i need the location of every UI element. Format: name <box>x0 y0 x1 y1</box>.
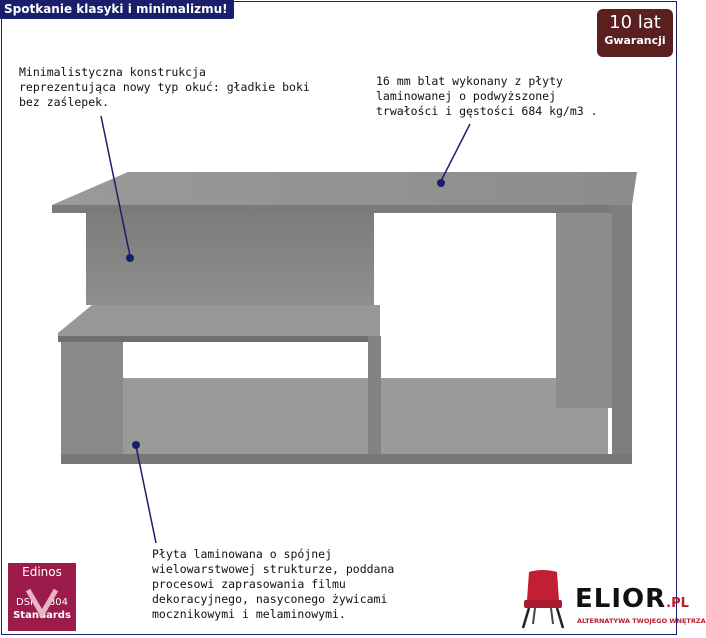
callout-dot-3 <box>132 441 140 449</box>
right-side-panel <box>612 205 632 462</box>
chair-icon <box>515 566 573 632</box>
table-top-edge <box>52 205 632 213</box>
callout-dot-1 <box>126 254 134 262</box>
elior-suffix: .PL <box>666 596 689 611</box>
elior-tagline: ALTERNATYWA TWOJEGO WNĘTRZA <box>577 617 706 625</box>
warranty-years: 10 lat <box>609 12 661 33</box>
elior-brand-logo <box>515 566 706 632</box>
checkmark-icon <box>22 580 62 620</box>
elior-wordmark <box>575 584 689 614</box>
middle-shelf-top <box>58 305 380 336</box>
middle-shelf-edge <box>58 336 368 342</box>
annotation-construction: Minimalistyczna konstrukcja reprezentująca nowy typ okuć: gładkie boki bez zaślepek. <box>19 65 310 109</box>
elior-name: ELIOR <box>575 584 667 614</box>
warranty-label: Gwarancji <box>604 34 666 47</box>
bottom-edge <box>61 454 632 464</box>
edinos-certificate-logo <box>8 563 76 631</box>
annotation-laminate: Płyta laminowana o spójnej wielowarstwowej strukturze, poddana procesowi zaprasowania filmu dekoracyjnego, nasyconego żywicami mocznikowymi i melaminowymi. <box>152 547 395 621</box>
left-side-panel <box>61 342 123 463</box>
annotation-tabletop: 16 mm blat wykonany z płyty laminowanej o podwyższonej trwałości i gęstości 684 kg/m3 . <box>376 74 598 118</box>
edinos-code-left: DSI <box>16 597 33 608</box>
bottom-shelf <box>123 378 608 454</box>
right-side-inner <box>556 213 612 408</box>
edinos-name: Edinos <box>22 565 62 579</box>
edinos-standards: Standards <box>13 610 71 621</box>
middle-divider <box>368 336 381 456</box>
page-title: Spotkanie klasyki i minimalizmu! <box>0 0 234 19</box>
edinos-code-right: 804 <box>48 597 68 608</box>
callout-dot-2 <box>437 179 445 187</box>
